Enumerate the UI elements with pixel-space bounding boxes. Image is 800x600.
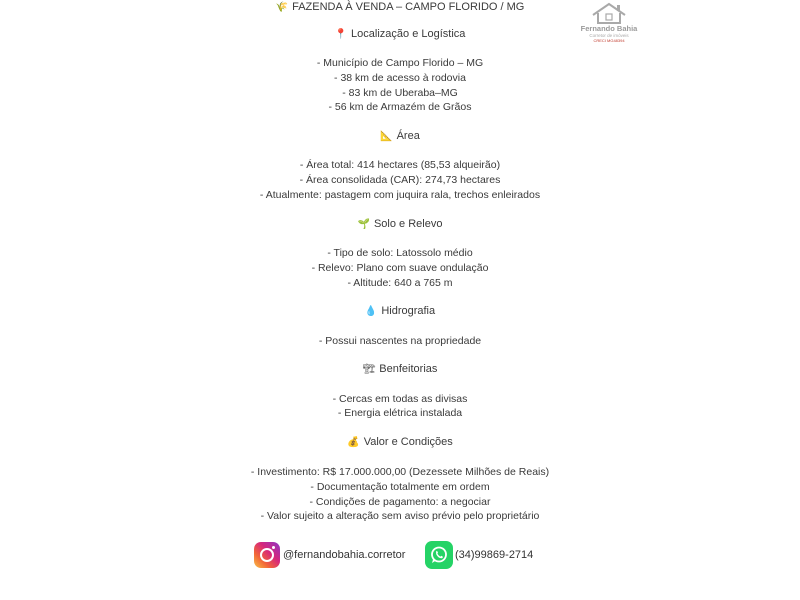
- instagram-handle: @fernandobahia.corretor: [283, 549, 406, 561]
- section-emoji-icon: 💧: [364, 306, 378, 317]
- line-text: - Documentação totalmente em ordem: [310, 481, 490, 493]
- detail-line: [0, 509, 800, 523]
- line-text: - Cercas em todas as divisas: [332, 393, 468, 405]
- line-text: Solo e Relevo: [373, 218, 443, 230]
- line-text: - 56 km de Armazém de Grãos: [328, 101, 472, 113]
- detail-line: [0, 276, 800, 290]
- line-text: - Valor sujeito a alteração sem aviso prévio pelo proprietário: [260, 510, 540, 522]
- section-emoji-icon: 💰: [347, 437, 360, 448]
- section-heading: [0, 362, 800, 377]
- detail-line: [0, 406, 800, 420]
- line-text: - Atualmente: pastagem com juquira rala, trechos enleirados: [259, 189, 541, 201]
- detail-line: [0, 495, 800, 509]
- section-emoji-icon: 📍: [334, 29, 348, 40]
- section-heading: [0, 0, 800, 15]
- section-heading: [0, 24, 800, 42]
- section-heading: [0, 435, 800, 450]
- line-text: - Relevo: Plano com suave ondulação: [311, 262, 489, 274]
- detail-line: [0, 334, 800, 348]
- line-text: - Energia elétrica instalada: [337, 407, 463, 419]
- line-text: - Município de Campo Florido – MG: [316, 57, 484, 69]
- section-heading: [0, 217, 800, 232]
- line-text: - 83 km de Uberaba–MG: [342, 87, 458, 99]
- logo-creci: CRECI MG48394: [593, 38, 625, 43]
- instagram-contact[interactable]: [254, 540, 405, 570]
- line-text: FAZENDA À VENDA – CAMPO FLORIDO / MG: [292, 1, 525, 13]
- detail-line: [0, 246, 800, 260]
- section-heading: [0, 304, 800, 319]
- section-emoji-icon: 🏗: [362, 364, 376, 375]
- whatsapp-contact[interactable]: [425, 540, 533, 570]
- line-text: - Investimento: R$ 17.000.000,00 (Dezessete Milhões de Reais): [250, 466, 550, 478]
- detail-line: [0, 100, 800, 114]
- line-text: - Possui nascentes na propriedade: [318, 335, 482, 347]
- line-text: - Condições de pagamento: a negociar: [309, 496, 491, 508]
- detail-line: [0, 261, 800, 275]
- detail-line: [0, 158, 800, 172]
- logo-name: Fernando Bahia: [580, 24, 638, 33]
- line-text: Valor e Condições: [363, 436, 453, 448]
- section-heading: [0, 129, 800, 144]
- section-emoji-icon: 🌱: [357, 219, 370, 230]
- line-text: - Altitude: 640 a 765 m: [347, 277, 453, 289]
- detail-line: [0, 392, 800, 406]
- whatsapp-icon: [425, 541, 453, 569]
- section-emoji-icon: 🌾: [275, 2, 289, 13]
- line-text: - Área total: 414 hectares (85,53 alqueirão): [299, 159, 501, 171]
- line-text: Benfeitorias: [379, 363, 438, 375]
- line-text: - Área consolidada (CAR): 274,73 hectares: [299, 174, 501, 186]
- line-text: Hidrografia: [381, 305, 436, 317]
- logo-tagline: Corretor de imóveis: [589, 33, 629, 38]
- detail-line: [0, 86, 800, 100]
- detail-line: [0, 188, 800, 202]
- detail-line: [0, 56, 800, 70]
- line-text: - 38 km de acesso à rodovia: [334, 72, 466, 84]
- detail-line: [0, 465, 800, 479]
- detail-line: [0, 173, 800, 187]
- section-emoji-icon: 📐: [380, 131, 393, 142]
- line-text: - Tipo de solo: Latossolo médio: [327, 247, 473, 259]
- whatsapp-phone: (34)99869-2714: [455, 549, 534, 561]
- detail-line: [0, 480, 800, 494]
- line-text: Localização e Logística: [351, 28, 466, 40]
- line-text: Área: [396, 130, 420, 142]
- instagram-icon: [254, 542, 280, 568]
- detail-line: [0, 71, 800, 85]
